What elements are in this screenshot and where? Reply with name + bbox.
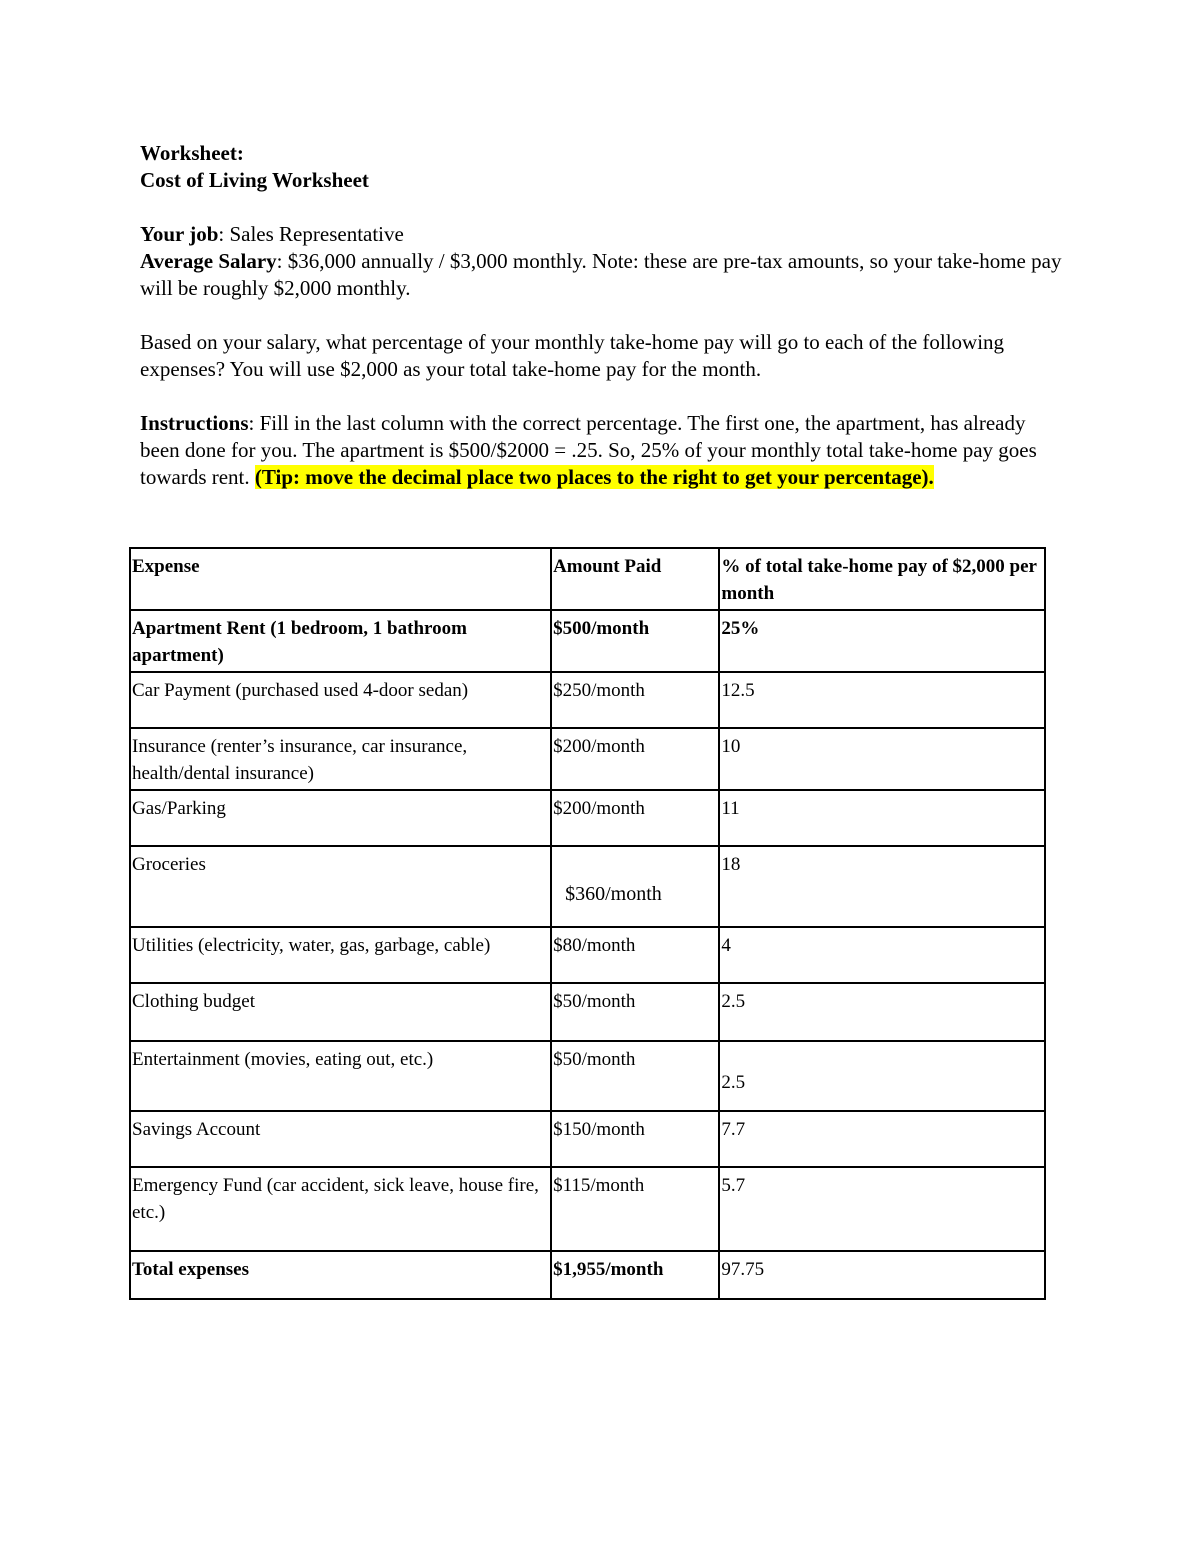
- total-percent[interactable]: 97.75: [719, 1251, 1045, 1299]
- amount-cell: $115/month: [551, 1167, 719, 1251]
- header-percent: % of total take-home pay of $2,000 per month: [719, 548, 1045, 610]
- amount-cell: $250/month: [551, 672, 719, 728]
- amount-cell: $200/month: [551, 728, 719, 790]
- tip-highlight: (Tip: move the decimal place two places to the right to get your percentage).: [254, 465, 934, 489]
- expense-cell: Apartment Rent (1 bedroom, 1 bathroom apartment): [130, 610, 551, 672]
- percent-cell[interactable]: 11: [719, 790, 1045, 846]
- percent-cell[interactable]: 5.7: [719, 1167, 1045, 1251]
- worksheet-title: Cost of Living Worksheet: [140, 168, 369, 192]
- groceries-amount: $360/month: [565, 883, 662, 905]
- worksheet-label: Worksheet:: [140, 141, 244, 165]
- table-row: [130, 983, 1045, 1041]
- expense-cell: Gas/Parking: [130, 790, 551, 846]
- total-label: Total expenses: [130, 1251, 551, 1299]
- amount-cell: $150/month: [551, 1111, 719, 1167]
- salary-value: : $36,000 annually / $3,000 monthly. Note: these are pre-tax amounts, so your take-home pay will be roughly $2,000 monthly.: [140, 249, 1062, 300]
- expense-cell: Utilities (electricity, water, gas, garbage, cable): [130, 927, 551, 983]
- expense-cell: Groceries: [130, 846, 551, 927]
- amount-cell: [551, 846, 719, 927]
- expense-cell: Car Payment (purchased used 4-door sedan): [130, 672, 551, 728]
- table-total-row: [130, 1251, 1045, 1299]
- total-amount: $1,955/month: [551, 1251, 719, 1299]
- amount-cell: $50/month: [551, 983, 719, 1041]
- amount-cell: $80/month: [551, 927, 719, 983]
- table-row: [130, 672, 1045, 728]
- expense-cell: Insurance (renter’s insurance, car insurance, health/dental insurance): [130, 728, 551, 790]
- table-row: [130, 1167, 1045, 1251]
- percent-cell[interactable]: 10: [719, 728, 1045, 790]
- percent-cell[interactable]: 4: [719, 927, 1045, 983]
- table-row: [130, 728, 1045, 790]
- job-label: Your job: [140, 222, 219, 246]
- percent-cell[interactable]: 18: [719, 846, 1045, 927]
- table-row: [130, 927, 1045, 983]
- table-row: [130, 846, 1045, 927]
- percent-cell[interactable]: 7.7: [719, 1111, 1045, 1167]
- expense-cell: Clothing budget: [130, 983, 551, 1041]
- percent-cell[interactable]: 2.5: [719, 983, 1045, 1041]
- instructions-text: [140, 410, 1065, 491]
- table-row: [130, 610, 1045, 672]
- salary-label: Average Salary: [140, 249, 277, 273]
- header-amount: Amount Paid: [551, 548, 719, 610]
- question-text: Based on your salary, what percentage of your monthly take-home pay will go to each of the following expenses? You will use $2,000 as your total take-home pay for the month.: [140, 330, 1005, 381]
- job-line: [140, 221, 1065, 248]
- entertainment-percent: 2.5: [721, 1072, 746, 1093]
- table-row: [130, 790, 1045, 846]
- percent-cell[interactable]: 12.5: [719, 672, 1045, 728]
- table-row: [130, 1041, 1045, 1111]
- percent-cell: 25%: [719, 610, 1045, 672]
- amount-cell: $500/month: [551, 610, 719, 672]
- expense-cell: Savings Account: [130, 1111, 551, 1167]
- table-header-row: [130, 548, 1045, 610]
- header-expense: Expense: [130, 548, 551, 610]
- salary-line: [140, 248, 1065, 302]
- percent-cell[interactable]: [719, 1041, 1045, 1111]
- amount-cell: $200/month: [551, 790, 719, 846]
- instructions-label: Instructions: [140, 411, 249, 435]
- worksheet-intro: [140, 140, 1065, 491]
- job-value: : Sales Representative: [218, 222, 404, 246]
- table-row: [130, 1111, 1045, 1167]
- expense-cell: Emergency Fund (car accident, sick leave, house fire, etc.): [130, 1167, 551, 1251]
- instructions-body: : Fill in the last column with the correct percentage. The first one, the apartment, has already been done for you. The apartment is $500/$2000 = .25. So, 25% of your monthly total take-home pay goes towards rent.: [140, 411, 1037, 489]
- expense-cell: Entertainment (movies, eating out, etc.): [130, 1041, 551, 1111]
- expenses-table: [129, 547, 1046, 1300]
- amount-cell: $50/month: [551, 1041, 719, 1111]
